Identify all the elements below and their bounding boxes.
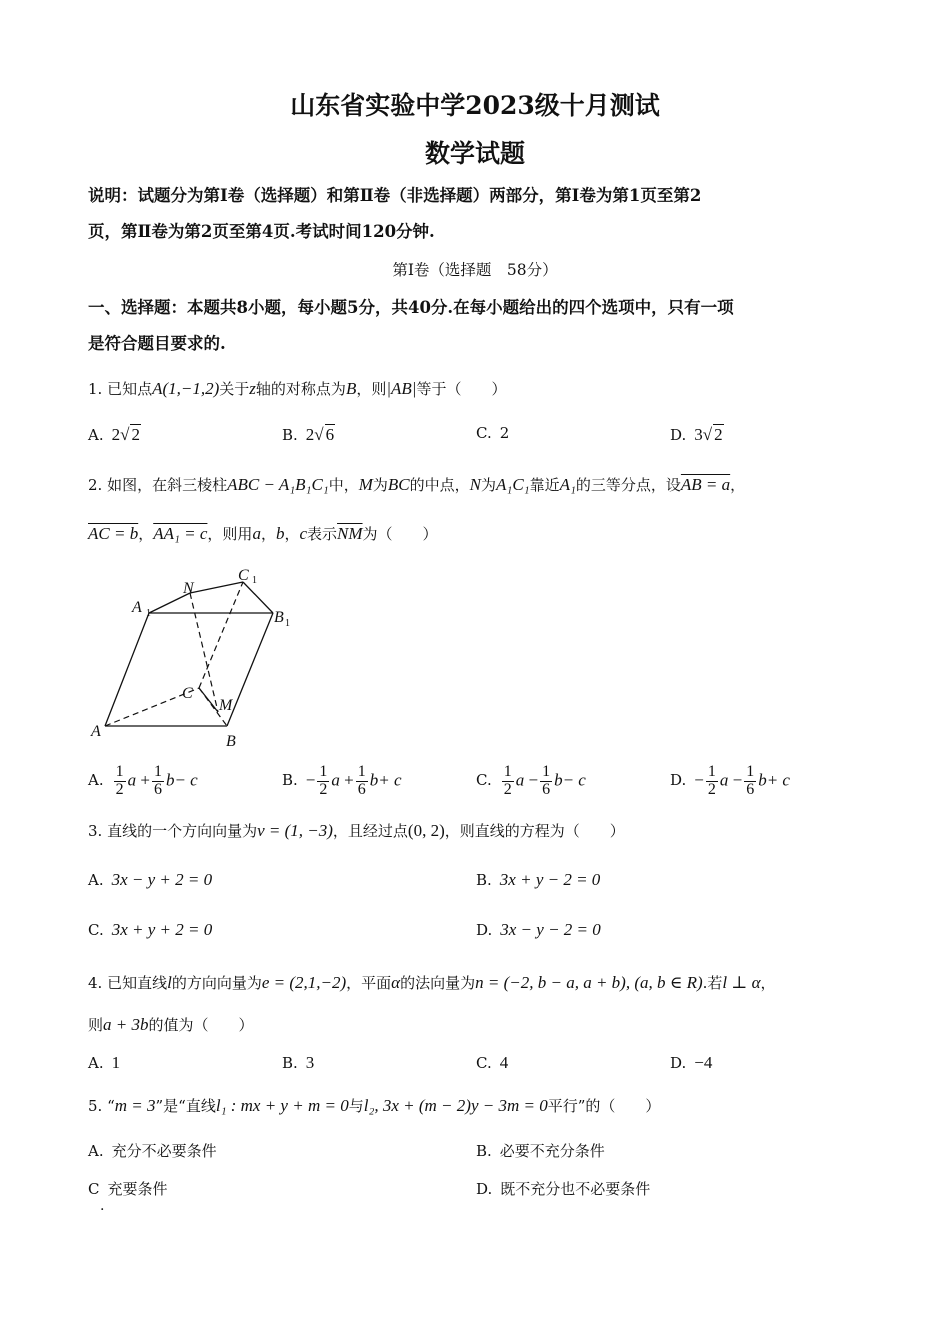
label-b1: B — [274, 609, 284, 626]
question-4-line-1: 4. 已知直线l的方向向量为e = (2,1,−2)，平面α的法向量为n = (−2, b − a, a + b), (a, b ∈ R).若l ⊥ α， — [88, 973, 776, 992]
q2-option-a[interactable]: A. $\frac{1}{2}$ a + $\frac{1}{6}$ b− c — [88, 763, 198, 798]
q3-option-a[interactable]: A. 3x − y + 2 = 0 — [88, 870, 213, 889]
q5-option-c[interactable]: C 充要条件 — [88, 1180, 168, 1198]
q1-option-a[interactable]: A. 2√ 2 — [88, 425, 140, 444]
question-4-line-2: 则a + 3b的值为（ ） — [88, 1015, 254, 1034]
label-a: A — [91, 723, 101, 740]
q4-option-d[interactable]: D. −4 — [670, 1053, 713, 1072]
q5-option-d[interactable]: D. 既不充分也不必要条件 — [476, 1180, 651, 1198]
q3-option-b[interactable]: B. 3x + y − 2 = 0 — [476, 870, 601, 889]
part1-line-1: 一、选择题：本题共8小题，每小题5分，共40分.在每小题给出的四个选项中，只有一项 — [88, 298, 734, 317]
label-c: C — [182, 685, 193, 702]
instructions-line-2: 页，第Ⅱ卷为第2页至第4页.考试时间120分钟. — [88, 222, 435, 241]
q5-option-a[interactable]: A. 充分不必要条件 — [88, 1142, 217, 1160]
instructions-line-1: 说明：试题分为第Ⅰ卷（选择题）和第Ⅱ卷（非选择题）两部分，第Ⅰ卷为第1页至第2 — [88, 186, 702, 205]
label-c1: C — [238, 567, 249, 584]
svg-text:1: 1 — [252, 575, 257, 586]
prism-figure — [85, 560, 305, 752]
question-1: 1. 已知点A(1,−1,2)关于z轴的对称点为B，则|AB|等于（ ） — [88, 379, 507, 398]
q1-option-d[interactable]: D. 3√ 2 — [670, 425, 723, 444]
label-b: B — [226, 733, 236, 750]
q2-option-c[interactable]: C. $\frac{1}{2}$ a − $\frac{1}{6}$ b− c — [476, 763, 586, 798]
q4-option-b[interactable]: B. 3 — [282, 1053, 315, 1072]
q5-option-b[interactable]: B. 必要不充分条件 — [476, 1142, 605, 1160]
edge-a-a1 — [105, 613, 149, 726]
q4-option-a[interactable]: A. 1 — [88, 1053, 121, 1072]
q1-option-b[interactable]: B. 2√ 6 — [282, 425, 335, 444]
part1-line-2: 是符合题目要求的. — [88, 334, 226, 353]
q2-option-b[interactable]: B. − $\frac{1}{2}$ a + $\frac{1}{6}$ b+ c — [282, 763, 402, 798]
exam-title: 山东省实验中学2023级十月测试 — [290, 91, 660, 120]
label-n: N — [183, 580, 194, 597]
section-title: 第Ⅰ卷（选择题 58分） — [392, 261, 558, 279]
edge-c-c1 — [199, 582, 243, 688]
q4-option-c[interactable]: C. 4 — [476, 1053, 509, 1072]
question-3: 3. 直线的一个方向向量为v = (1, −3)，且经过点(0, 2)，则直线的方程为（ ） — [88, 821, 625, 840]
label-m: M — [219, 697, 233, 714]
label-a1: A — [132, 599, 142, 616]
question-2-line-2: AC = b，AA₁ = c，则用a，b，c表示$\overline{NM}$为（ ） — [88, 524, 438, 543]
svg-text:1: 1 — [285, 618, 290, 629]
q2-option-d[interactable]: D. − $\frac{1}{2}$ a − $\frac{1}{6}$ b+ c — [670, 763, 790, 798]
exam-subtitle: 数学试题 — [424, 139, 525, 168]
edge-c1-b1 — [243, 582, 273, 613]
q3-option-c[interactable]: C. 3x + y + 2 = 0 — [88, 920, 213, 939]
svg-text:1: 1 — [146, 608, 151, 619]
q1-option-c[interactable]: C. 2 — [476, 424, 510, 442]
edge-b-b1 — [227, 613, 273, 726]
question-2-line-1: 2. 如图，在斜三棱柱ABC − A₁B₁C₁中，M为BC的中点，N为A₁C₁靠近A₁的三等分点，设AB = a， — [88, 475, 746, 494]
edge-n-c1 — [190, 582, 243, 593]
question-5: 5. “m = 3”是“直线l₁ : mx + y + m = 0与l₂, 3x + (m − 2)y − 3m = 0平行”的（ ） — [88, 1096, 661, 1115]
q3-option-d[interactable]: D. 3x − y − 2 = 0 — [476, 920, 601, 939]
stray-dot: . — [100, 1198, 105, 1214]
